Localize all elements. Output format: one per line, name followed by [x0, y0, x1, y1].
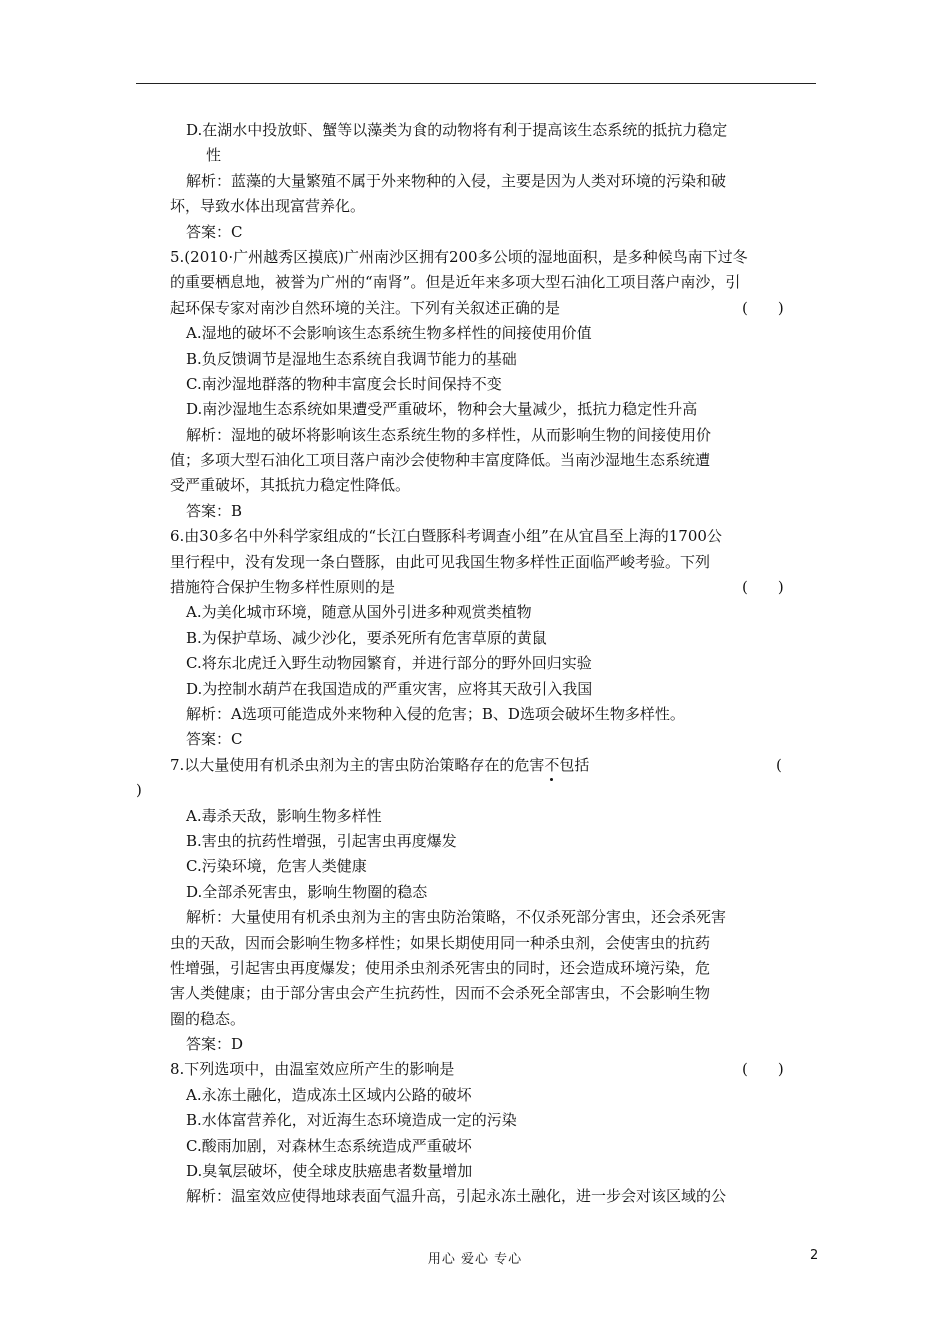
question-7-text: 7.以大量使用有机杀虫剂为主的害虫防治策略存在的危害	[170, 755, 545, 774]
explanation-cont: 受严重破坏，其抵抗力稳定性降低。	[170, 476, 411, 495]
answer: 答案：C	[186, 730, 243, 749]
answer-bracket: ( )	[742, 1060, 784, 1079]
option-d: D.为控制水葫芦在我国造成的严重灾害，应将其天敌引入我国	[186, 679, 593, 698]
option-d: D.南沙湿地生态系统如果遭受严重破坏，物种会大量减少，抵抗力稳定性升高	[186, 400, 698, 419]
option-c: C.污染环境，危害人类健康	[186, 857, 367, 876]
explanation-cont: 虫的天敌，因而会影响生物多样性；如果长期使用同一种杀虫剂，会使害虫的抗药	[170, 933, 711, 952]
option-b: B.为保护草场、减少沙化，要杀死所有危害草原的黄鼠	[186, 628, 547, 647]
question-8	[170, 1057, 820, 1082]
document-body	[136, 118, 820, 1210]
option-d: D.全部杀死害虫，影响生物圈的稳态	[186, 882, 428, 901]
option-c: C.酸雨加剧，对森林生态系统造成严重破坏	[186, 1136, 472, 1155]
answer-bracket: ( )	[742, 578, 784, 597]
page-number: 2	[810, 1248, 819, 1263]
question-6-text: 措施符合保护生物多样性原则的是	[170, 578, 396, 597]
footer-text: 用心 爱心 专心	[427, 1252, 523, 1267]
explanation-cont: 害人类健康；由于部分害虫会产生抗药性，因而不会杀死全部害虫，不会影响生物	[170, 984, 711, 1003]
answer: 答案：B	[186, 501, 243, 520]
explanation: 解析：A选项可能造成外来物种入侵的危害；B、D选项会破坏生物多样性。	[186, 704, 685, 723]
question-8-text: 8.下列选项中，由温室效应所产生的影响是	[170, 1060, 455, 1079]
option-a: A.永冻土融化，造成冻土区域内公路的破坏	[186, 1085, 472, 1104]
close-paren: )	[136, 781, 142, 800]
explanation: 解析：蓝藻的大量繁殖不属于外来物种的入侵，主要是因为人类对环境的污染和破	[186, 171, 727, 190]
answer: 答案：C	[186, 222, 243, 241]
option-d: D.臭氧层破坏，使全球皮肤癌患者数量增加	[186, 1162, 473, 1181]
question-7-text-end: 包括	[559, 755, 590, 774]
option-d: D.在湖水中投放虾、蟹等以藻类为食的动物将有利于提高该生态系统的抵抗力稳定	[186, 121, 728, 139]
question-5-text: 起环保专家对南沙自然环境的关注。下列有关叙述正确的是	[170, 298, 561, 317]
explanation: 解析：温室效应使得地球表面气温升高，引起永冻土融化，进一步会对该区域的公	[186, 1187, 727, 1206]
question-6-cont-2	[170, 575, 820, 600]
question-6-cont: 里行程中，没有发现一条白暨豚，由此可见我国生物多样性正面临严峻考验。下列	[170, 552, 711, 571]
question-7	[170, 753, 820, 778]
option-a: A.为美化城市环境，随意从国外引进多种观赏类植物	[186, 603, 532, 622]
option-a: A.湿地的破坏不会影响该生态系统生物多样性的间接使用价值	[186, 324, 592, 343]
explanation-cont: 性增强，引起害虫再度爆发；使用杀虫剂杀死害虫的同时，还会造成环境污染，危	[170, 958, 711, 977]
answer: 答案：D	[186, 1035, 244, 1054]
open-paren: (	[776, 755, 782, 774]
explanation-cont: 值；多项大型石油化工项目落户南沙会使物种丰富度降低。当南沙湿地生态系统遭	[170, 451, 711, 470]
option-c: C.南沙湿地群落的物种丰富度会长时间保持不变	[186, 374, 502, 393]
option-a: A.毒杀天敌，影响生物多样性	[186, 806, 382, 825]
answer-bracket: ( )	[742, 298, 784, 317]
explanation: 解析：湿地的破坏将影响该生态系统生物的多样性，从而影响生物的间接使用价	[186, 425, 712, 444]
explanation-cont: 坏，导致水体出现富营养化。	[170, 197, 366, 216]
question-5-cont-2	[170, 296, 820, 321]
emphasis-char: 不	[544, 753, 559, 778]
option-b: B.负反馈调节是湿地生态系统自我调节能力的基础	[186, 349, 517, 368]
question-6: 6.由30多名中外科学家组成的“长江白暨豚科考调查小组”在从宜昌至上海的1700公	[170, 527, 722, 546]
explanation-cont: 圈的稳态。	[170, 1009, 246, 1028]
option-d-cont: 性	[206, 146, 222, 165]
question-5: 5.(2010·广州越秀区摸底)广州南沙区拥有200多公顷的湿地面积，是多种候鸟南下过冬	[170, 247, 748, 266]
option-c: C.将东北虎迁入野生动物园繁育，并进行部分的野外回归实验	[186, 654, 592, 673]
option-b: B.水体富营养化，对近海生态环境造成一定的污染	[186, 1111, 517, 1130]
option-b: B.害虫的抗药性增强，引起害虫再度爆发	[186, 831, 457, 850]
explanation: 解析：大量使用有机杀虫剂为主的害虫防治策略，不仅杀死部分害虫，还会杀死害	[186, 908, 727, 927]
question-5-cont: 的重要栖息地，被誉为广州的“南肾”。但是近年来多项大型石油化工项目落户南沙，引	[170, 273, 741, 292]
header-rule	[136, 83, 816, 84]
